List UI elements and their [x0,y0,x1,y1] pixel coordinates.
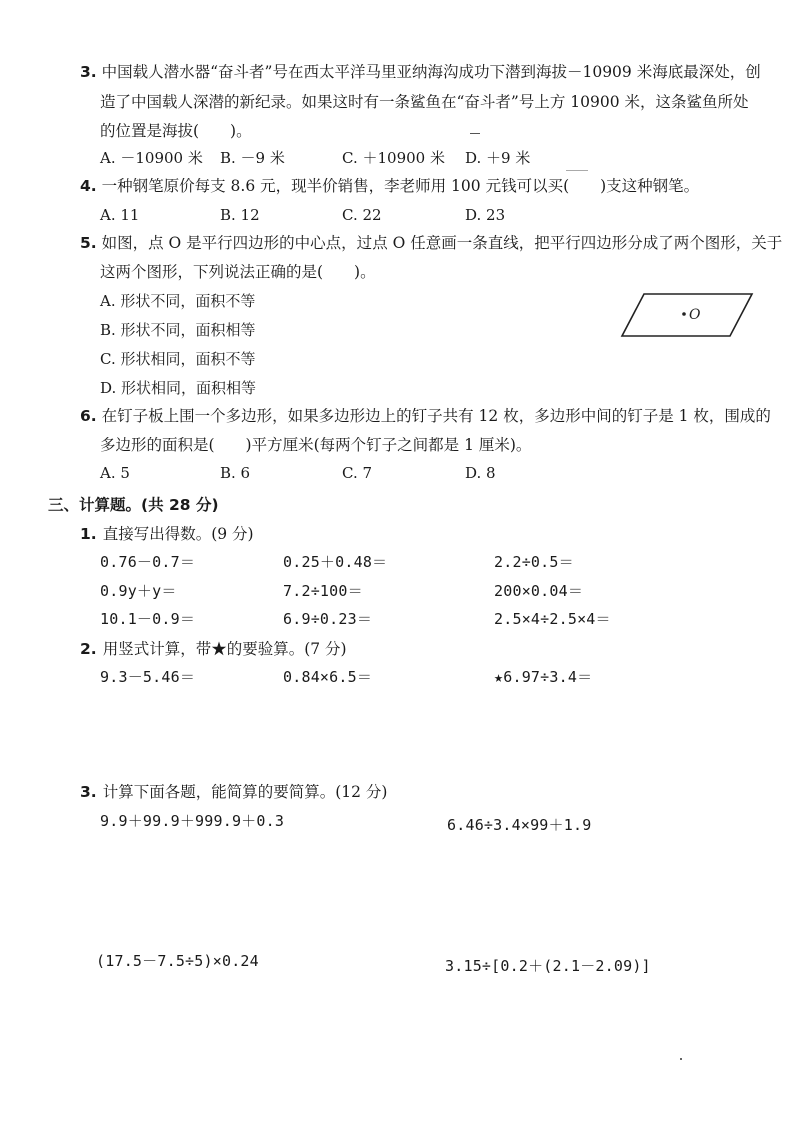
calc-item: 10.1－0.9＝ [100,610,196,628]
q3-line3: 的位置是海拔( )。 [100,122,252,140]
q5-line2: 这两个图形，下列说法正确的是( )。 [100,263,376,281]
q3-number: 3. [80,63,97,81]
q3-option-c: C. ＋10900 米 [342,149,445,167]
q6-option-b: B. 6 [220,464,251,482]
simplify-item: 3.15÷[0.2＋(2.1－2.09)] [445,957,651,975]
simplify-item: 6.46÷3.4×99＋1.9 [447,816,592,834]
q6-option-d: D. 8 [465,464,496,482]
parallelogram-figure [618,290,758,340]
vertical-calc-item: ★6.97÷3.4＝ [494,668,593,686]
q5-option-b: B. 形状不同，面积相等 [100,321,256,339]
vertical-calc-item: 9.3－5.46＝ [100,668,196,686]
simplify-item: (17.5－7.5÷5)×0.24 [96,952,259,970]
q5-option-d: D. 形状相同，面积相等 [100,379,257,397]
q3-line2: 造了中国载人深潜的新纪录。如果这时有一条鲨鱼在“奋斗者”号上方 10900 米，这条鲨鱼所处 [100,93,749,111]
part1-heading: 1. 直接写出得数。(9 分) [80,525,254,543]
stray-mark [566,170,588,171]
section3-title: 三、计算题。(共 28 分) [48,496,219,514]
simplify-item: 9.9＋99.9＋999.9＋0.3 [100,812,285,830]
q6-option-c: C. 7 [342,464,373,482]
q6-line2: 多边形的面积是( )平方厘米(每两个钉子之间都是 1 厘米)。 [100,436,532,454]
parallelogram-shape [622,294,752,336]
calc-item: 7.2÷100＝ [283,582,363,600]
q3-option-d: D. ＋9 米 [465,149,531,167]
q4-option-d: D. 23 [465,206,506,224]
q3-line1: 3. 中国载人潜水器“奋斗者”号在西太平洋马里亚纳海沟成功下潜到海拔－10909 米海底最深处，创 [80,63,761,81]
q6-number: 6. [80,407,97,425]
stray-dot [680,1058,682,1060]
q5-option-a: A. 形状不同，面积不等 [100,292,256,310]
q4-number: 4. [80,177,97,195]
q3-option-b: B. －9 米 [220,149,285,167]
vertical-calc-item: 0.84×6.5＝ [283,668,373,686]
q5-line1: 5. 如图，点 O 是平行四边形的中心点，过点 O 任意画一条直线，把平行四边形分成了两个图形，关于 [80,234,783,252]
q5-number: 5. [80,234,97,252]
q4-option-b: B. 12 [220,206,260,224]
calc-item: 6.9÷0.23＝ [283,610,373,628]
q5-option-c: C. 形状相同，面积不等 [100,350,256,368]
calc-item: 0.76－0.7＝ [100,553,196,571]
q6-option-a: A. 5 [100,464,130,482]
calc-item: 2.2÷0.5＝ [494,553,574,571]
part2-heading: 2. 用竖式计算，带★的要验算。(7 分) [80,640,347,658]
q4-line1: 4. 一种钢笔原价每支 8.6 元，现半价销售，李老师用 100 元钱可以买( )支这种钢笔。 [80,177,700,195]
q4-option-c: C. 22 [342,206,382,224]
calc-item: 0.25＋0.48＝ [283,553,388,571]
center-point-label: O [689,307,701,323]
center-point [682,312,686,316]
calc-item: 0.9y＋y＝ [100,582,177,600]
part3-heading: 3. 计算下面各题，能简算的要简算。(12 分) [80,783,388,801]
calc-item: 200×0.04＝ [494,582,584,600]
q4-option-a: A. 11 [100,206,140,224]
q3-option-a: A. －10900 米 [100,149,203,167]
calc-item: 2.5×4÷2.5×4＝ [494,610,611,628]
q6-line1: 6. 在钉子板上围一个多边形，如果多边形边上的钉子共有 12 枚，多边形中间的钉子是 1 枚，围成的 [80,407,771,425]
stray-mark [470,133,480,134]
